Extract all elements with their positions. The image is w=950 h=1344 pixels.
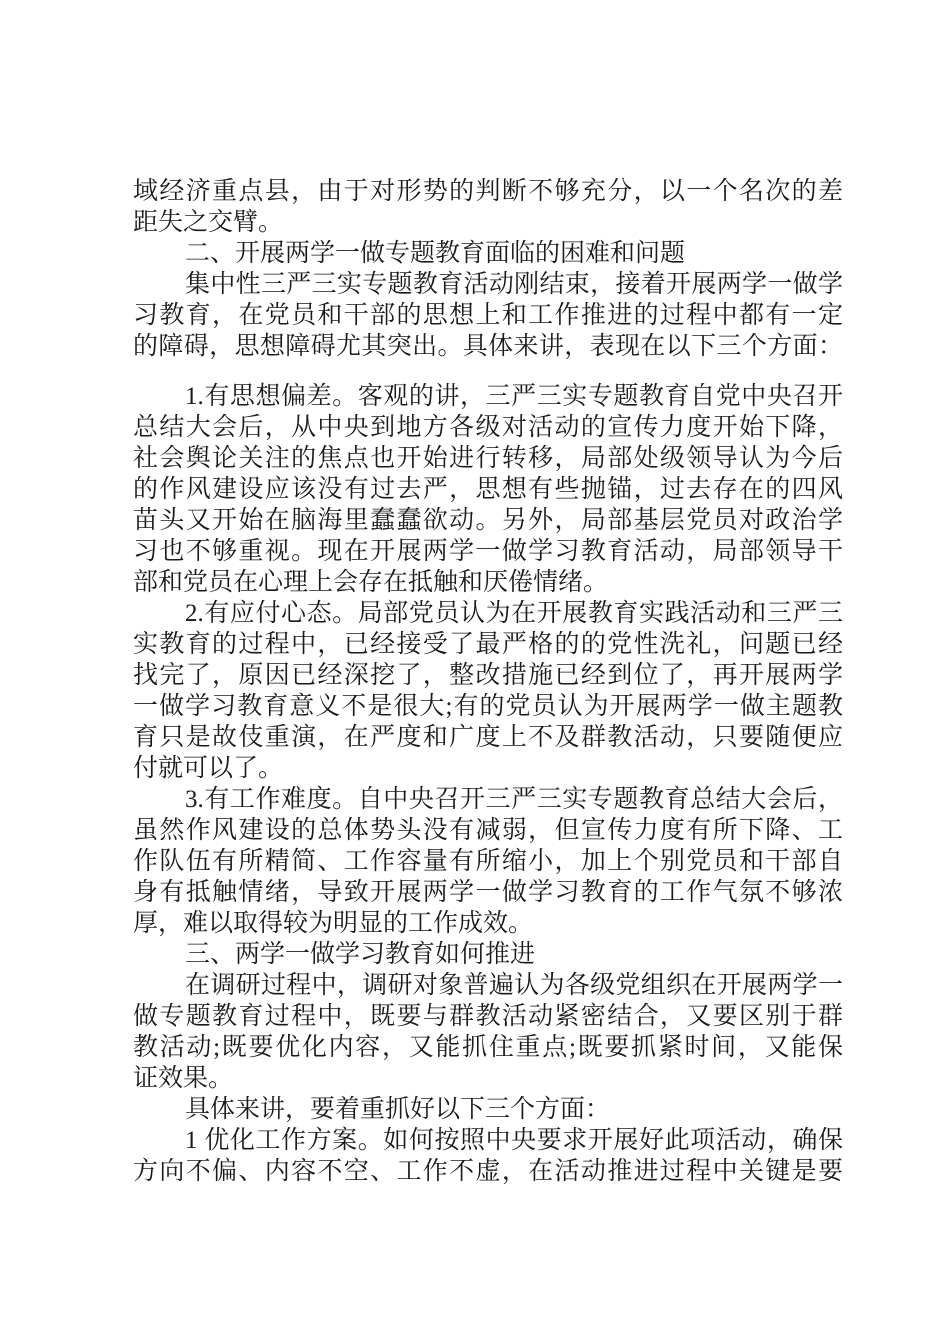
text-line: 方向不偏、内容不空、工作不虚，在活动推进过程中关键是要 [133, 1158, 843, 1185]
text-line: 部和党员在心理上会存在抵触和厌倦情绪。 [133, 569, 609, 596]
text-line: 3.有工作难度。自中央召开三严三实专题教育总结大会后， [185, 786, 843, 813]
text-line: 找完了，原因已经深挖了，整改措施已经到位了，再开展两学 [133, 662, 843, 689]
text-line: 1.有思想偏差。客观的讲，三严三实专题教育自党中央召开 [185, 383, 843, 410]
text-line: 2.有应付心态。局部党员认为在开展教育实践活动和三严三 [185, 600, 843, 627]
text-line: 虽然作风建设的总体势头没有减弱，但宣传力度有所下降、工 [133, 817, 843, 844]
text-line: 的作风建设应该没有过去严，思想有些抛锚，过去存在的四风 [133, 476, 843, 503]
text-line: 总结大会后，从中央到地方各级对活动的宣传力度开始下降， [133, 414, 843, 441]
text-line: 习教育，在党员和干部的思想上和工作推进的过程中都有一定 [133, 302, 843, 329]
text-line: 集中性三严三实专题教育活动刚结束，接着开展两学一做学 [185, 271, 843, 298]
text-line: 在调研过程中，调研对象普遍认为各级党组织在开展两学一 [185, 972, 843, 999]
text-line: 习也不够重视。现在开展两学一做学习教育活动，局部领导干 [133, 538, 843, 565]
text-line: 证效果。 [133, 1065, 234, 1092]
text-line: 社会舆论关注的焦点也开始进行转移，局部处级领导认为今后 [133, 445, 843, 472]
text-line: 三、两学一做学习教育如何推进 [185, 941, 536, 968]
text-line: 教活动;既要优化内容，又能抓住重点;既要抓紧时间，又能保 [133, 1034, 843, 1061]
text-line: 的障碍，思想障碍尤其突出。具体来讲，表现在以下三个方面： [133, 333, 843, 360]
text-line: 做专题教育过程中，既要与群教活动紧密结合，又要区别于群 [133, 1003, 843, 1030]
text-line: 厚，难以取得较为明显的工作成效。 [133, 910, 534, 937]
text-line: 域经济重点县，由于对形势的判断不够充分，以一个名次的差 [133, 178, 843, 205]
text-line: 身有抵触情绪，导致开展两学一做学习教育的工作气氛不够浓 [133, 879, 843, 906]
text-line: 具体来讲，要着重抓好以下三个方面： [185, 1096, 611, 1123]
text-line: 二、开展两学一做专题教育面临的困难和问题 [185, 240, 686, 267]
document-text-block [133, 176, 843, 1187]
text-line: 作队伍有所精简、工作容量有所缩小，加上个别党员和干部自 [133, 848, 843, 875]
text-line: 实教育的过程中，已经接受了最严格的的党性洗礼，问题已经 [133, 631, 843, 658]
text-line: 距失之交臂。 [133, 209, 284, 236]
text-line: 1 优化工作方案。如何按照中央要求开展好此项活动，确保 [185, 1127, 843, 1154]
text-line: 苗头又开始在脑海里蠢蠢欲动。另外，局部基层党员对政治学 [133, 507, 843, 534]
text-line: 育只是故伎重演，在严度和广度上不及群教活动，只要随便应 [133, 724, 843, 751]
text-line: 一做学习教育意义不是很大;有的党员认为开展两学一做主题教 [133, 693, 843, 720]
text-line: 付就可以了。 [133, 755, 284, 782]
